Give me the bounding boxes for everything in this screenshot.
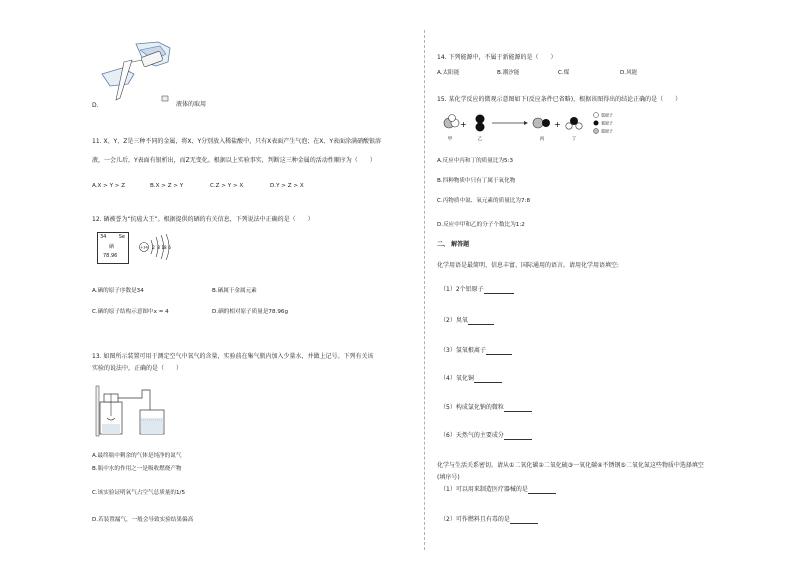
molecule-name-jia: 甲 xyxy=(447,137,453,142)
q12-option-b[interactable]: B.硒属于金属元素 xyxy=(212,288,257,294)
oxygen-measurement-apparatus xyxy=(94,380,176,438)
atom-shell-4: 6 xyxy=(168,245,171,250)
option-d-label: D. xyxy=(92,102,99,109)
column-divider xyxy=(424,30,425,550)
q12-stem: 12. 硒被誉为“抗癌大王”。根据提供的硒的有关信息，下列说法中正确的是（ ） xyxy=(92,216,314,223)
element-cell xyxy=(97,232,129,264)
molecule-name-bing: 丙 xyxy=(539,137,545,142)
q13-option-b[interactable]: B.瓶中水的作用之一是吸收燃烧产物 xyxy=(92,466,182,472)
q17-item-2-text: （2）可作燃料且有毒的是 xyxy=(440,516,510,523)
stopper-icon xyxy=(160,95,170,106)
q16-blank-3[interactable] xyxy=(486,348,512,355)
q14-option-a[interactable]: A.太阳能 xyxy=(437,70,460,76)
q16-item-4-text: （4）氧化铜 xyxy=(440,375,474,382)
q11-option-b[interactable]: B.X > Z > Y xyxy=(150,183,184,189)
q17-stem-line2: (填序号) xyxy=(437,474,460,481)
q16-intro: 化学用语是最简明、信息丰富、国际通用的语言。请用化学用语填空: xyxy=(437,262,620,269)
q15-option-a[interactable]: A.反应中丙和丁的质量比为5:3 xyxy=(437,158,514,164)
q13-stem-line1: 13. 如图所示装置可用于测定空气中氧气的含量，实验前在集气瓶内加入少量水，并做上记号。下列有关该 xyxy=(92,353,374,360)
q15-option-c[interactable]: C.丙物质中氮、氧元素的质量比为7:8 xyxy=(437,198,530,204)
q16-item-2-text: （2）臭氧 xyxy=(440,317,468,324)
q16-item-3-text: （3）氢氧根离子 xyxy=(440,347,486,354)
q16-item-5 xyxy=(440,404,532,412)
q14-option-d[interactable]: D.风能 xyxy=(620,70,638,76)
element-cell-symbol: Se xyxy=(118,234,125,240)
q11-option-a[interactable]: A.X > Y > Z xyxy=(92,183,126,189)
q13-option-d[interactable]: D.若装置漏气，一般会导致实验结果偏高 xyxy=(92,517,194,523)
selenium-atom-diagram xyxy=(130,230,182,264)
legend-hydrogen: 氢原子 xyxy=(601,112,613,118)
q16-item-3 xyxy=(440,347,512,355)
q16-item-6-text: （6）天然气的主要成分 xyxy=(440,432,504,439)
q17-blank-2[interactable] xyxy=(510,517,538,524)
q15-option-b[interactable]: B.四种物质中只有丁属于氧化物 xyxy=(437,178,516,184)
q17-item-2 xyxy=(440,516,538,524)
section-heading-answer: 二、 解答题 xyxy=(437,241,470,248)
q16-item-2 xyxy=(440,317,494,325)
molecule-name-yi: 乙 xyxy=(477,137,483,142)
atom-shell-2: 8 xyxy=(157,245,160,250)
q16-item-4 xyxy=(440,375,502,383)
atom-nucleus: +34 xyxy=(140,245,148,250)
q14-option-c[interactable]: C.煤 xyxy=(558,70,570,76)
q11-stem-line2: 液，一会儿后，Y表面有银析出，而Z无变化。根据以上实验事实，判断这三种金属的活动性顺序为（ ） xyxy=(92,157,376,164)
q15-stem: 15. 某化学反应的微观示意图如下(反应条件已省略)，根据该图得出的结论正确的是（ ） xyxy=(437,96,682,103)
q17-item-1 xyxy=(440,486,556,494)
q13-option-a[interactable]: A.最终瓶中剩余的气体是纯净的氮气 xyxy=(92,453,182,459)
q16-blank-5[interactable] xyxy=(504,405,532,412)
reaction-micro-diagram xyxy=(440,111,650,143)
legend-nitrogen: 氮原子 xyxy=(601,128,613,134)
q13-stem-line2: 实验的说法中，正确的是（ ） xyxy=(92,365,183,372)
q11-option-d[interactable]: D.Y > Z > X xyxy=(270,183,304,189)
q17-item-1-text: （1）可以用来制造医疗器械的是 xyxy=(440,486,528,493)
q14-option-b[interactable]: B.潮汐能 xyxy=(497,70,520,76)
q16-blank-6[interactable] xyxy=(504,433,532,440)
q12-option-a[interactable]: A.硒的原子序数是34 xyxy=(92,288,144,294)
q11-stem-line1: 11. X、Y、Z是三种不同的金属，将X、Y分别放入稀盐酸中，只有X表面产生气泡；在X、Y表面涂满硝酸银溶 xyxy=(92,138,381,145)
element-cell-name: 硒 xyxy=(109,244,115,250)
option-d-caption: 液体的取用 xyxy=(176,101,207,108)
q12-option-c[interactable]: C.硒的原子结构示意图中x = 4 xyxy=(92,309,169,315)
svg-text:+: + xyxy=(460,120,467,129)
q12-option-d[interactable]: D.硒的相对原子质量是78.96g xyxy=(212,309,288,315)
q13-option-c[interactable]: C.该实验证明氧气占空气总质量的1/5 xyxy=(92,490,185,496)
q15-option-d[interactable]: D.反应中甲和乙的分子个数比为1:2 xyxy=(437,222,525,228)
svg-text:+: + xyxy=(554,120,561,129)
q16-item-1-text: （1）2个铝原子 xyxy=(440,286,484,293)
q17-blank-1[interactable] xyxy=(528,487,556,494)
q16-item-5-text: （5）构成氯化钠的微粒 xyxy=(440,404,504,411)
q11-option-c[interactable]: C.Z > Y > X xyxy=(210,183,244,189)
q16-blank-2[interactable] xyxy=(468,318,494,325)
q16-blank-1[interactable] xyxy=(484,287,514,294)
q16-blank-4[interactable] xyxy=(474,376,502,383)
q14-stem: 14. 下列能源中，不属于新能源的是（ ） xyxy=(437,54,557,61)
q17-stem-line1: 化学与生活关系密切。请从①二氧化碳②二氧化硫③一氧化碳④不锈钢⑤二氧化氮这些物质中选择填空 xyxy=(437,462,704,469)
legend-oxygen: 氧原子 xyxy=(601,120,613,126)
element-cell-number: 34 xyxy=(100,234,107,240)
molecule-name-ding: 丁 xyxy=(571,137,577,142)
q16-item-6 xyxy=(440,432,532,440)
atom-shell-3: 18 xyxy=(161,245,167,250)
atom-shell-1: 2 xyxy=(152,245,155,250)
element-cell-mass: 78.96 xyxy=(103,253,118,259)
q16-item-1 xyxy=(440,286,514,294)
liquid-pouring-figure xyxy=(96,40,186,102)
